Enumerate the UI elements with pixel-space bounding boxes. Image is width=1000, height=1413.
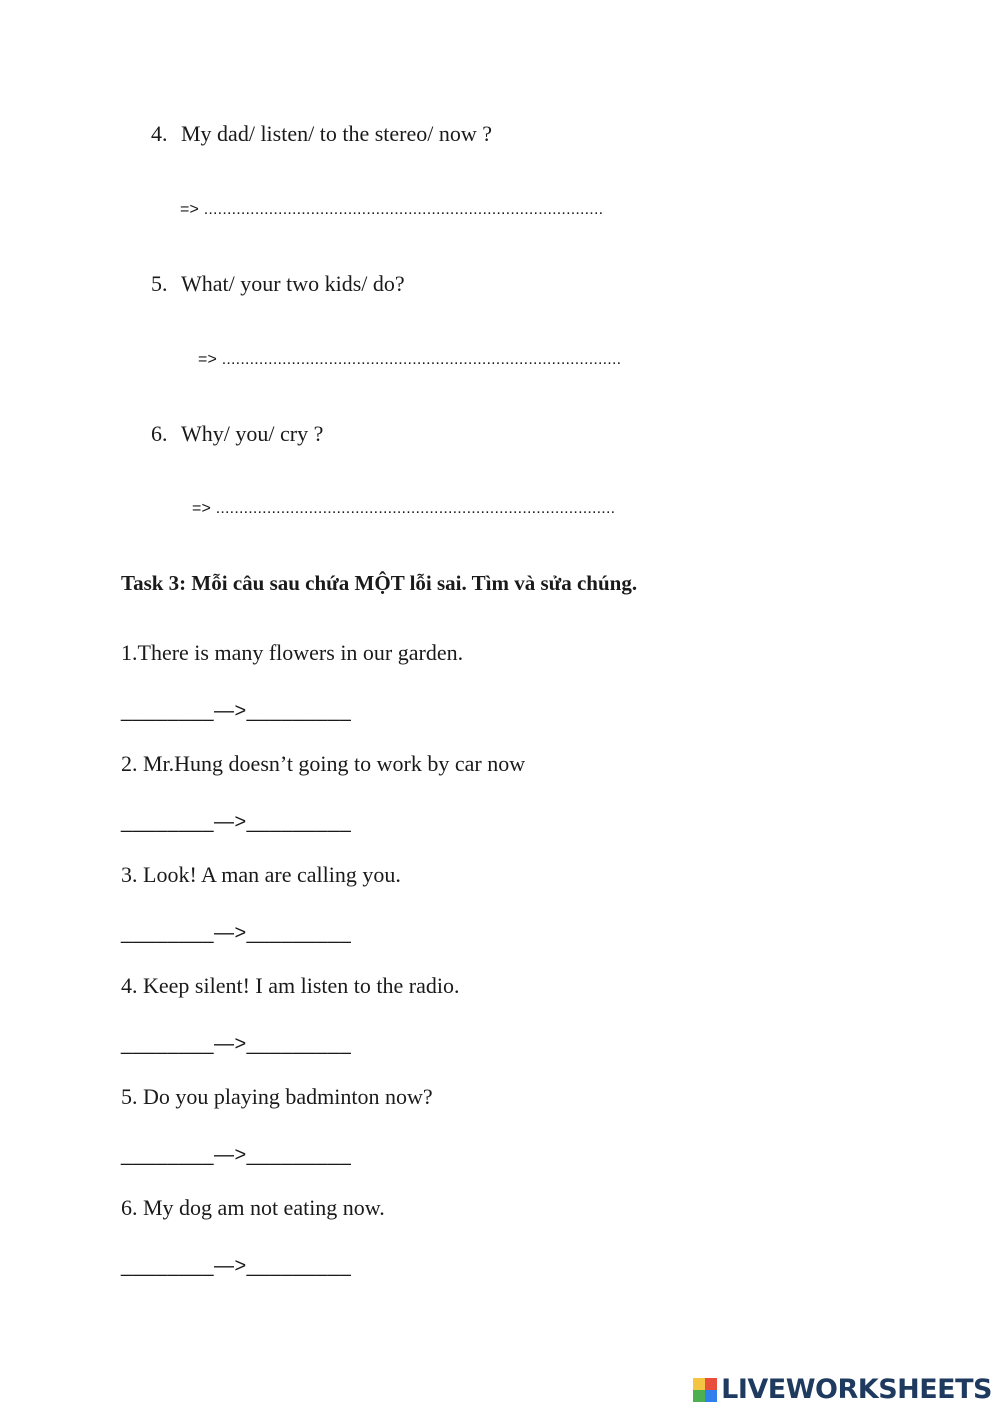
- logo-square-red: [705, 1378, 717, 1390]
- sentence-text: 2. Mr.Hung doesn’t going to work by car now: [121, 751, 526, 776]
- answer-line[interactable]: => ......................................................................................: [192, 500, 616, 517]
- logo-square-green: [693, 1390, 705, 1402]
- liveworksheets-logo[interactable]: [693, 1374, 992, 1405]
- question-prompt: What/ your two kids/ do?: [181, 271, 405, 296]
- sentence-text: 3. Look! A man are calling you.: [121, 862, 401, 887]
- logo-text: LIVEWORKSHEETS: [721, 1374, 992, 1405]
- question-prompt: Why/ you/ cry ?: [181, 421, 324, 446]
- correction-blank[interactable]: ________—>_________: [121, 1033, 352, 1055]
- question-prompt: My dad/ listen/ to the stereo/ now ?: [181, 121, 492, 146]
- logo-square-yellow: [693, 1378, 705, 1390]
- sentence-text: 5. Do you playing badminton now?: [121, 1084, 433, 1109]
- logo-square-blue: [705, 1390, 717, 1402]
- sentence-text: 1.There is many flowers in our garden.: [121, 640, 464, 665]
- question-number: 5.: [151, 271, 168, 296]
- answer-line[interactable]: => ......................................................................................: [180, 201, 604, 218]
- correction-blank[interactable]: ________—>_________: [121, 811, 352, 833]
- task-3-title: Task 3: Mỗi câu sau chứa MỘT lỗi sai. Tìm và sửa chúng.: [121, 571, 638, 595]
- sentence-text: 4. Keep silent! I am listen to the radio.: [121, 973, 460, 998]
- correction-blank[interactable]: ________—>_________: [121, 700, 352, 722]
- liveworksheets-logo-icon: [693, 1378, 717, 1402]
- correction-blank[interactable]: ________—>_________: [121, 1144, 352, 1166]
- correction-blank[interactable]: ________—>_________: [121, 1255, 352, 1277]
- question-number: 4.: [151, 121, 168, 146]
- answer-line[interactable]: => ......................................................................................: [198, 351, 622, 368]
- sentence-text: 6. My dog am not eating now.: [121, 1195, 385, 1220]
- correction-blank[interactable]: ________—>_________: [121, 922, 352, 944]
- question-number: 6.: [151, 421, 168, 446]
